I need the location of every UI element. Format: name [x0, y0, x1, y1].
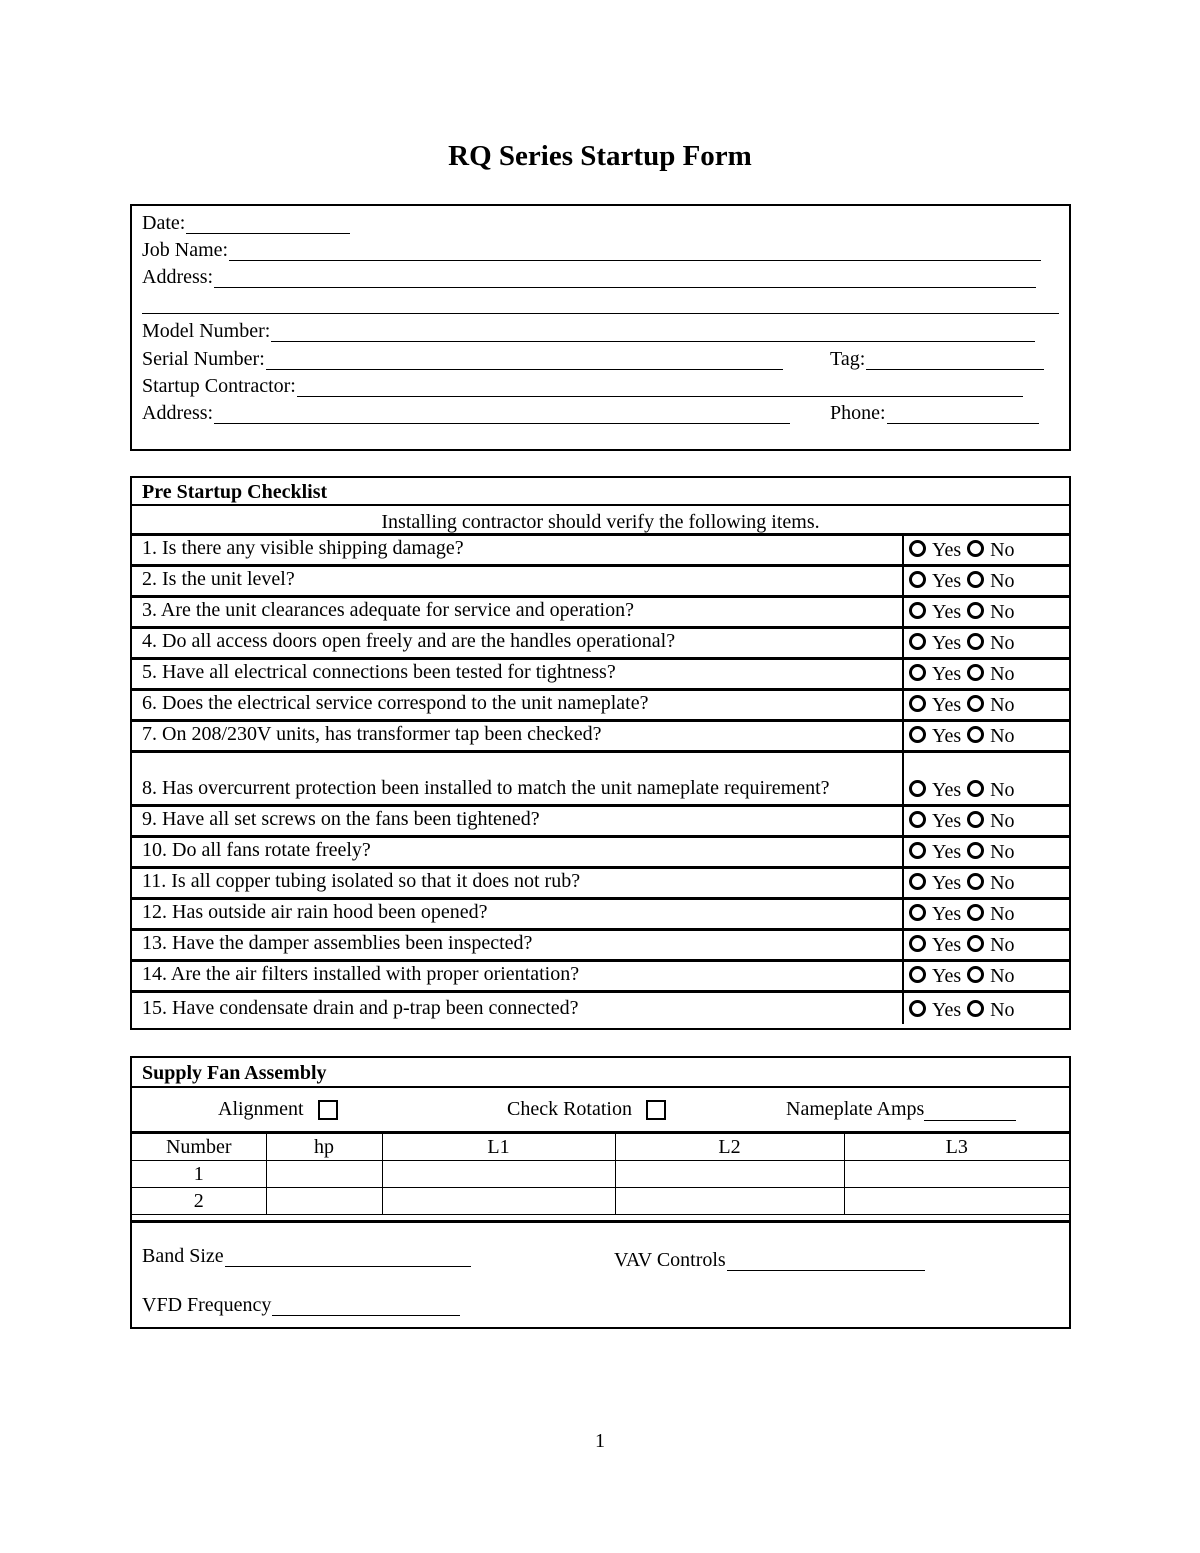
fan-bottom-fields — [132, 1220, 1069, 1327]
no-label: No — [990, 725, 1015, 747]
check-rotation-label: Check Rotation — [507, 1098, 632, 1120]
column-header: Number — [132, 1134, 266, 1161]
question-text: 2. Is the unit level? — [142, 568, 295, 590]
no-radio-icon[interactable] — [967, 571, 984, 588]
vfd-frequency-label: VFD Frequency — [142, 1294, 272, 1316]
serial-number-label: Serial Number: — [142, 348, 265, 370]
question-text: 3. Are the unit clearances adequate for service and operation? — [142, 599, 634, 621]
yes-radio-icon[interactable] — [909, 602, 926, 619]
date-label: Date: — [142, 212, 186, 234]
question-text: 11. Is all copper tubing isolated so that it does not rub? — [142, 870, 581, 892]
yes-label: Yes — [932, 779, 962, 801]
question-text: 13. Have the damper assemblies been inspected? — [142, 932, 533, 954]
yes-radio-icon[interactable] — [909, 664, 926, 681]
checklist-row — [132, 753, 1069, 807]
yes-label: Yes — [932, 810, 962, 832]
no-option[interactable] — [967, 841, 1014, 863]
yes-no-cell — [902, 691, 1069, 719]
yes-radio-icon[interactable] — [909, 966, 926, 983]
yes-label: Yes — [932, 872, 962, 894]
yes-option[interactable] — [909, 810, 961, 832]
checklist-row — [132, 869, 1069, 900]
no-radio-icon[interactable] — [967, 664, 984, 681]
checklist-row — [132, 629, 1069, 660]
yes-no-cell — [902, 629, 1069, 657]
yes-radio-icon[interactable] — [909, 1000, 926, 1017]
yes-label: Yes — [932, 934, 962, 956]
yes-radio-icon[interactable] — [909, 935, 926, 952]
checklist-row — [132, 962, 1069, 993]
job-name-field[interactable] — [142, 235, 1041, 261]
no-option[interactable] — [967, 725, 1014, 747]
no-label: No — [990, 903, 1015, 925]
band-size-line[interactable] — [225, 1249, 471, 1267]
yes-option[interactable] — [909, 841, 961, 863]
checklist-row — [132, 660, 1069, 691]
address-line[interactable] — [214, 270, 1036, 288]
checklist-row — [132, 900, 1069, 931]
yes-option[interactable] — [909, 725, 961, 747]
startup-contractor-field[interactable] — [142, 371, 1023, 397]
question-text: 1. Is there any visible shipping damage? — [142, 537, 464, 559]
tag-line[interactable] — [866, 352, 1044, 370]
checklist-title: Pre Startup Checklist — [132, 478, 1069, 506]
page-title: RQ Series Startup Form — [448, 140, 752, 172]
question-text: 5. Have all electrical connections been tested for tightness? — [142, 661, 616, 683]
no-radio-icon[interactable] — [967, 540, 984, 557]
band-size-label: Band Size — [142, 1245, 224, 1267]
no-option[interactable] — [967, 934, 1014, 956]
contractor-address-line-2-field[interactable] — [142, 424, 800, 450]
no-option[interactable] — [967, 965, 1014, 987]
no-label: No — [990, 999, 1015, 1021]
nameplate-amps-field[interactable] — [786, 1098, 1016, 1121]
yes-no-cell — [902, 536, 1069, 564]
nameplate-amps-label: Nameplate Amps — [786, 1098, 925, 1120]
yes-label: Yes — [932, 663, 962, 685]
no-label: No — [990, 539, 1015, 561]
yes-label: Yes — [932, 539, 962, 561]
yes-no-cell — [902, 993, 1069, 1024]
yes-option[interactable] — [909, 663, 961, 685]
yes-option[interactable] — [909, 632, 961, 654]
yes-option[interactable] — [909, 601, 961, 623]
no-label: No — [990, 632, 1015, 654]
yes-label: Yes — [932, 570, 962, 592]
l2-cell[interactable] — [615, 1188, 844, 1215]
l3-cell[interactable] — [844, 1161, 1069, 1188]
l2-cell[interactable] — [615, 1161, 844, 1188]
no-radio-icon[interactable] — [967, 935, 984, 952]
no-radio-icon[interactable] — [967, 780, 984, 797]
yes-radio-icon[interactable] — [909, 571, 926, 588]
question-text: 10. Do all fans rotate freely? — [142, 839, 371, 861]
no-radio-icon[interactable] — [967, 602, 984, 619]
yes-radio-icon[interactable] — [909, 811, 926, 828]
vav-controls-line[interactable] — [727, 1253, 925, 1271]
address-line-2-field[interactable] — [142, 288, 1059, 314]
checklist-row — [132, 807, 1069, 838]
yes-no-cell — [902, 660, 1069, 688]
no-radio-icon[interactable] — [967, 842, 984, 859]
fan-checks-row — [132, 1088, 1069, 1134]
alignment-item[interactable] — [218, 1098, 338, 1121]
job-name-line[interactable] — [229, 243, 1041, 261]
yes-label: Yes — [932, 999, 962, 1021]
question-text: 7. On 208/230V units, has transformer tap been checked? — [142, 723, 602, 745]
yes-no-cell — [902, 807, 1069, 835]
phone-label: Phone: — [830, 402, 886, 424]
hp-cell[interactable] — [266, 1161, 382, 1188]
no-label: No — [990, 841, 1015, 863]
no-option[interactable] — [967, 663, 1014, 685]
no-radio-icon[interactable] — [967, 966, 984, 983]
question-text: 8. Has overcurrent protection been installed to match the unit nameplate requirement? — [142, 777, 830, 799]
yes-radio-icon[interactable] — [909, 842, 926, 859]
vav-controls-label: VAV Controls — [614, 1249, 726, 1271]
no-option[interactable] — [967, 632, 1014, 654]
no-label: No — [990, 872, 1015, 894]
phone-line[interactable] — [887, 406, 1039, 424]
model-number-label: Model Number: — [142, 320, 271, 342]
yes-option[interactable] — [909, 694, 961, 716]
yes-radio-icon[interactable] — [909, 904, 926, 921]
checklist-row — [132, 993, 1069, 1024]
fan-number-cell: 1 — [132, 1161, 266, 1188]
yes-no-cell — [902, 598, 1069, 626]
table-row — [132, 1161, 1069, 1188]
startup-contractor-line[interactable] — [297, 379, 1023, 397]
yes-label: Yes — [932, 632, 962, 654]
l1-cell[interactable] — [382, 1161, 615, 1188]
model-number-field[interactable] — [142, 316, 1035, 342]
no-option[interactable] — [967, 539, 1014, 561]
no-label: No — [990, 570, 1015, 592]
yes-no-cell — [902, 869, 1069, 897]
yes-no-cell — [902, 962, 1069, 990]
yes-no-cell — [902, 900, 1069, 928]
tag-label: Tag: — [830, 348, 866, 370]
no-label: No — [990, 965, 1015, 987]
no-option[interactable] — [967, 999, 1014, 1021]
no-label: No — [990, 663, 1015, 685]
table-row — [132, 1188, 1069, 1215]
serial-number-field[interactable] — [142, 344, 783, 370]
alignment-checkbox[interactable] — [318, 1100, 338, 1120]
startup-contractor-label: Startup Contractor: — [142, 375, 296, 397]
phone-field[interactable] — [830, 398, 1039, 424]
yes-option[interactable] — [909, 779, 961, 801]
pre-startup-checklist — [130, 476, 1071, 1030]
no-label: No — [990, 601, 1015, 623]
contractor-address-line-2[interactable] — [142, 432, 800, 450]
checklist-note: Installing contractor should verify the following items. — [132, 508, 1069, 536]
model-number-line[interactable] — [271, 324, 1035, 342]
checklist-row — [132, 567, 1069, 598]
no-radio-icon[interactable] — [967, 904, 984, 921]
no-option[interactable] — [967, 570, 1014, 592]
yes-radio-icon[interactable] — [909, 726, 926, 743]
no-option[interactable] — [967, 810, 1014, 832]
yes-label: Yes — [932, 725, 962, 747]
no-radio-icon[interactable] — [967, 695, 984, 712]
yes-radio-icon[interactable] — [909, 780, 926, 797]
no-label: No — [990, 934, 1015, 956]
no-radio-icon[interactable] — [967, 1000, 984, 1017]
yes-radio-icon[interactable] — [909, 633, 926, 650]
l3-cell[interactable] — [844, 1188, 1069, 1215]
no-option[interactable] — [967, 694, 1014, 716]
job-name-label: Job Name: — [142, 239, 229, 261]
no-label: No — [990, 694, 1015, 716]
checklist-row — [132, 838, 1069, 869]
yes-option[interactable] — [909, 934, 961, 956]
question-text: 4. Do all access doors open freely and are the handles operational? — [142, 630, 676, 652]
yes-option[interactable] — [909, 539, 961, 561]
date-line[interactable] — [186, 216, 350, 234]
alignment-label: Alignment — [218, 1098, 304, 1120]
tag-field[interactable] — [830, 344, 1044, 370]
fan-number-cell: 2 — [132, 1188, 266, 1215]
no-label: No — [990, 779, 1015, 801]
supply-fan-assembly — [130, 1056, 1071, 1329]
no-option[interactable] — [967, 903, 1014, 925]
column-header: hp — [266, 1134, 382, 1161]
yes-radio-icon[interactable] — [909, 695, 926, 712]
yes-option[interactable] — [909, 965, 961, 987]
yes-no-cell — [902, 753, 1069, 804]
no-radio-icon[interactable] — [967, 633, 984, 650]
band-size-field[interactable] — [142, 1241, 471, 1267]
yes-label: Yes — [932, 841, 962, 863]
yes-label: Yes — [932, 694, 962, 716]
contractor-address-label: Address: — [142, 402, 214, 424]
vav-controls-field[interactable] — [614, 1245, 925, 1271]
no-label: No — [990, 810, 1015, 832]
serial-number-line[interactable] — [266, 352, 783, 370]
yes-no-cell — [902, 567, 1069, 595]
yes-option[interactable] — [909, 999, 961, 1021]
yes-option[interactable] — [909, 872, 961, 894]
checklist-row — [132, 691, 1069, 722]
question-text: 6. Does the electrical service correspond to the unit nameplate? — [142, 692, 649, 714]
yes-no-cell — [902, 722, 1069, 750]
yes-no-cell — [902, 931, 1069, 959]
check-rotation-item[interactable] — [507, 1098, 666, 1121]
page-number: 1 — [595, 1430, 605, 1452]
nameplate-amps-line[interactable] — [924, 1103, 1016, 1121]
job-info-box — [130, 204, 1071, 451]
no-radio-icon[interactable] — [967, 873, 984, 890]
contractor-address-field[interactable] — [142, 398, 790, 424]
yes-option[interactable] — [909, 903, 961, 925]
address-field[interactable] — [142, 262, 1036, 288]
no-option[interactable] — [967, 872, 1014, 894]
yes-radio-icon[interactable] — [909, 873, 926, 890]
no-radio-icon[interactable] — [967, 726, 984, 743]
yes-option[interactable] — [909, 570, 961, 592]
contractor-address-line[interactable] — [214, 406, 790, 424]
l1-cell[interactable] — [382, 1188, 615, 1215]
yes-label: Yes — [932, 965, 962, 987]
address-label: Address: — [142, 266, 214, 288]
fan-amps-table — [132, 1134, 1069, 1215]
checklist-row — [132, 722, 1069, 753]
fan-table-header — [132, 1134, 1069, 1161]
fan-section-title: Supply Fan Assembly — [132, 1058, 1069, 1088]
column-header: L1 — [382, 1134, 615, 1161]
column-header: L3 — [844, 1134, 1069, 1161]
vfd-frequency-line[interactable] — [272, 1298, 460, 1316]
yes-radio-icon[interactable] — [909, 540, 926, 557]
checklist-row — [132, 536, 1069, 567]
question-text: 9. Have all set screws on the fans been tightened? — [142, 808, 540, 830]
column-header: L2 — [615, 1134, 844, 1161]
question-text: 14. Are the air filters installed with proper orientation? — [142, 963, 580, 985]
address-line-2[interactable] — [142, 296, 1059, 314]
yes-label: Yes — [932, 903, 962, 925]
checklist-row — [132, 931, 1069, 962]
no-option[interactable] — [967, 601, 1014, 623]
yes-no-cell — [902, 838, 1069, 866]
vfd-frequency-field[interactable] — [142, 1290, 460, 1316]
checklist-row — [132, 598, 1069, 629]
yes-label: Yes — [932, 601, 962, 623]
question-text: 12. Has outside air rain hood been opened? — [142, 901, 488, 923]
no-option[interactable] — [967, 779, 1014, 801]
no-radio-icon[interactable] — [967, 811, 984, 828]
check-rotation-checkbox[interactable] — [646, 1100, 666, 1120]
date-field[interactable] — [142, 208, 350, 234]
hp-cell[interactable] — [266, 1188, 382, 1215]
question-text: 15. Have condensate drain and p-trap been connected? — [142, 997, 579, 1019]
